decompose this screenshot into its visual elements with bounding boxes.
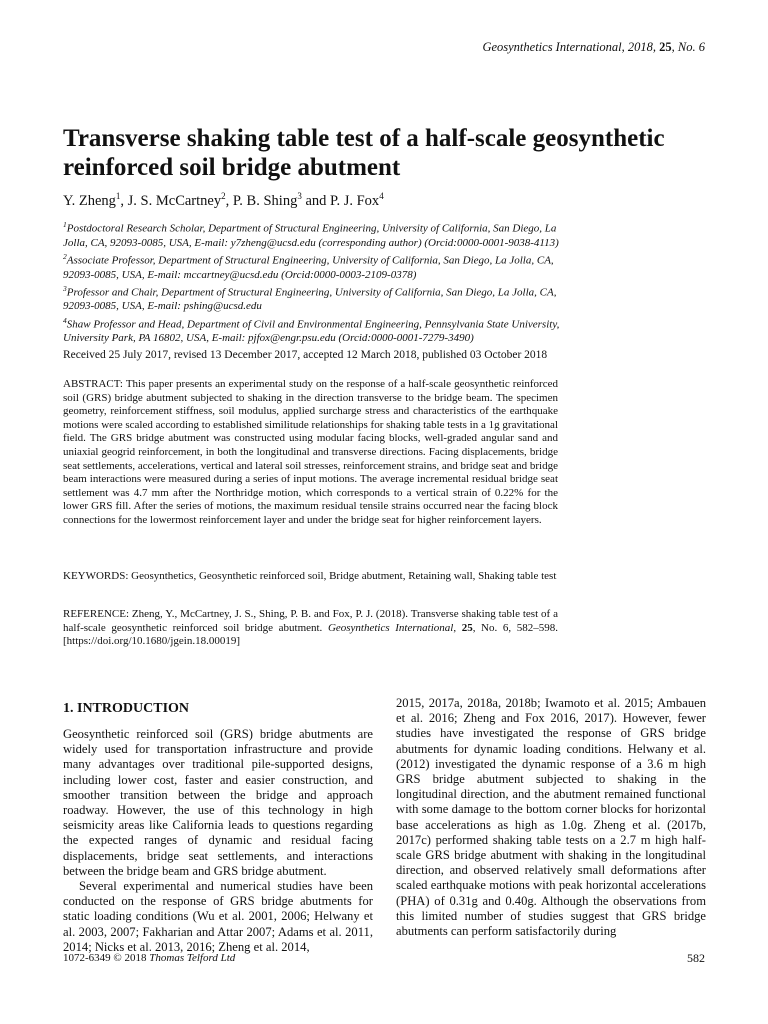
affiliation-sup: 1 [63, 220, 67, 229]
received-dates: Received 25 July 2017, revised 13 December 2017, accepted 12 March 2018, published 03 October 2018 [63, 349, 548, 361]
author-sep: and [301, 192, 331, 209]
body-column-left [63, 727, 373, 955]
affiliations [63, 218, 583, 345]
author-sep: , [225, 192, 233, 209]
author-sup: 3 [297, 191, 302, 201]
body-column-right [396, 696, 706, 939]
journal-volume: 25 [659, 40, 672, 54]
affiliation-text: Postdoctoral Research Scholar, Department of Structural Engineering, University of California, San Diego, La Jolla, CA, 92093-0085, USA, E-mail: y7zheng@ucsd.edu (corresponding author) (Orcid:0000-0001-9038-4113) [63, 222, 559, 249]
author-sup: 2 [221, 191, 226, 201]
reference [63, 608, 558, 649]
footer-issn: 1072-6349 © 2018 [63, 952, 150, 964]
affiliation-sup: 3 [63, 283, 67, 293]
author-name: P. J. Fox [330, 192, 380, 209]
affiliation [63, 250, 583, 282]
running-head [482, 40, 705, 55]
affiliation [63, 282, 583, 314]
author-sep: , [120, 192, 128, 209]
affiliation [63, 314, 583, 346]
footer-publisher: Thomas Telford Ltd [149, 952, 236, 964]
author-name: Y. Zheng [63, 192, 116, 209]
paper-title: Transverse shaking table test of a half-scale geosynthetic reinforced soil bridge abutment [63, 125, 665, 181]
author-sup: 1 [115, 191, 121, 201]
reference-journal: Geosynthetics International [327, 621, 454, 634]
page-number: 582 [687, 951, 705, 965]
reference-text: REFERENCE: Zheng, Y., McCartney, J. S., Shing, P. B. and Fox, P. J. (2018). Transverse shaking table test of a half-scale geosynthetic reinforced soil bridge abutment. [63, 608, 558, 634]
author-list [63, 191, 384, 210]
reference-volume: 25 [461, 621, 473, 634]
author-name: P. B. Shing [232, 192, 298, 209]
affiliation-text: Associate Professor, Department of Structural Engineering, University of California, San Diego, La Jolla, CA, 92093-0085, USA, E-mail: mccartney@ucsd.edu (Orcid:0000-0003-2109-0378) [63, 254, 554, 281]
journal-issue: , No. 6 [671, 40, 705, 54]
affiliation-sup: 2 [63, 251, 67, 261]
journal-year: , 2018, [621, 40, 660, 54]
affiliation [63, 218, 583, 250]
abstract: ABSTRACT: This paper presents an experimental study on the response of a half-scale geosynthetic reinforced soil (GRS) bridge abutment subjected to shaking in the direction transverse to the bridge beam. The specimen geometry, reinforcement stiffness, soil modulus, applied surcharge stress and characteristics of the earthquake motions were scaled according to established similitude relationships for shaking table tests in a 1g gravitational field. The GRS bridge abutment was constructed using modular facing blocks, well-graded angular sand and uniaxial geogrid reinforcement, in both the longitudinal and transverse directions. Facing displacements, bridge seat settlements, accelerations, vertical and lateral soil stresses, reinforcement strains, and bridge seat and bridge beam interactions were measured during a series of input motions. The average incremental residual bridge seat settlement was 4.7 mm after the Northridge motion, which corresponds to a vertical strain of 0.22% for the lower GRS fill. After the series of motions, the maximum residual tensile strains occurred near the facing block connections for the lowermost reinforcement layer and under the bridge seat for higher reinforcement layers. [63, 378, 558, 526]
affiliation-text: Shaw Professor and Head, Department of Civil and Environmental Engineering, Pennsylvania State University, University Park, PA 16802, USA, E-mail: pjfox@engr.psu.edu (Orcid:0000-0001-7279-3490) [63, 318, 560, 345]
body-paragraph-part: Several experimental and numerical studies have been conducted on the response of GRS bridge abutments for static loading conditions (Wu et al. 2001, 2006; Helwany et al. 2003, 2007; Fakharian and Attar 2007; Adams et al. 2011, 2014; Nicks et al. 2013, 2016; Zheng et al. 2014, [63, 879, 373, 954]
reference-suffix: , No. 6, 582–598. [https://doi.org/10.1680/jgein.18.00019] [63, 621, 558, 648]
journal-name: Geosynthetics International [482, 40, 622, 54]
affiliation-sup: 4 [63, 315, 67, 325]
author-name: J. S. McCartney [127, 192, 222, 209]
reference-sep: , [453, 621, 462, 634]
section-heading: 1. INTRODUCTION [63, 701, 190, 716]
affiliation-text: Professor and Chair, Department of Structural Engineering, University of California, San Diego, La Jolla, CA, 92093-0085, USA, E-mail: pshing@ucsd.edu [63, 286, 557, 313]
keywords: KEYWORDS: Geosynthetics, Geosynthetic reinforced soil, Bridge abutment, Retaining wall, Shaking table test [63, 570, 557, 582]
body-paragraph-part: 2015, 2017a, 2018a, 2018b; Iwamoto et al. 2015; Ambauen et al. 2016; Zheng and Fox 2016, 2017). However, fewer studies have investigated the response of GRS bridge abutments for dynamic loading conditions. Helwany et al. (2012) investigated the dynamic response of a 3.6 m high GRS bridge abutment subjected to shaking in the longitudinal direction, and the abutment remained functional with some damage to the bottom corner blocks for horizontal base accelerations as high as 1.0g. Zheng et al. (2017b, 2017c) performed shaking table tests on a 2.7 m high half-scale GRS bridge abutment with shaking in the longitudinal direction, and observed relatively small deformations after scaled earthquake motions with peak horizontal accelerations (PHA) of 0.31g and 0.40g. Although the observations from this limited number of studies suggest that GRS bridge abutments can perform satisfactorily during [396, 696, 706, 939]
footer-copyright [63, 952, 235, 964]
author-sup: 4 [379, 191, 384, 201]
body-paragraph: Geosynthetic reinforced soil (GRS) bridge abutments are widely used for transportation infrastructure and provide many advantages over traditional pile-supported designs, including lower cost, faster and easier construction, and smoother transition between the bridge and approach roadway. However, the use of this technology in high seismicity areas like California leads to questions regarding the expected ranges of dynamic and residual facing displacements, bridge seat settlements, and interactions between the bridge beam and GRS bridge abutment. [63, 727, 373, 878]
